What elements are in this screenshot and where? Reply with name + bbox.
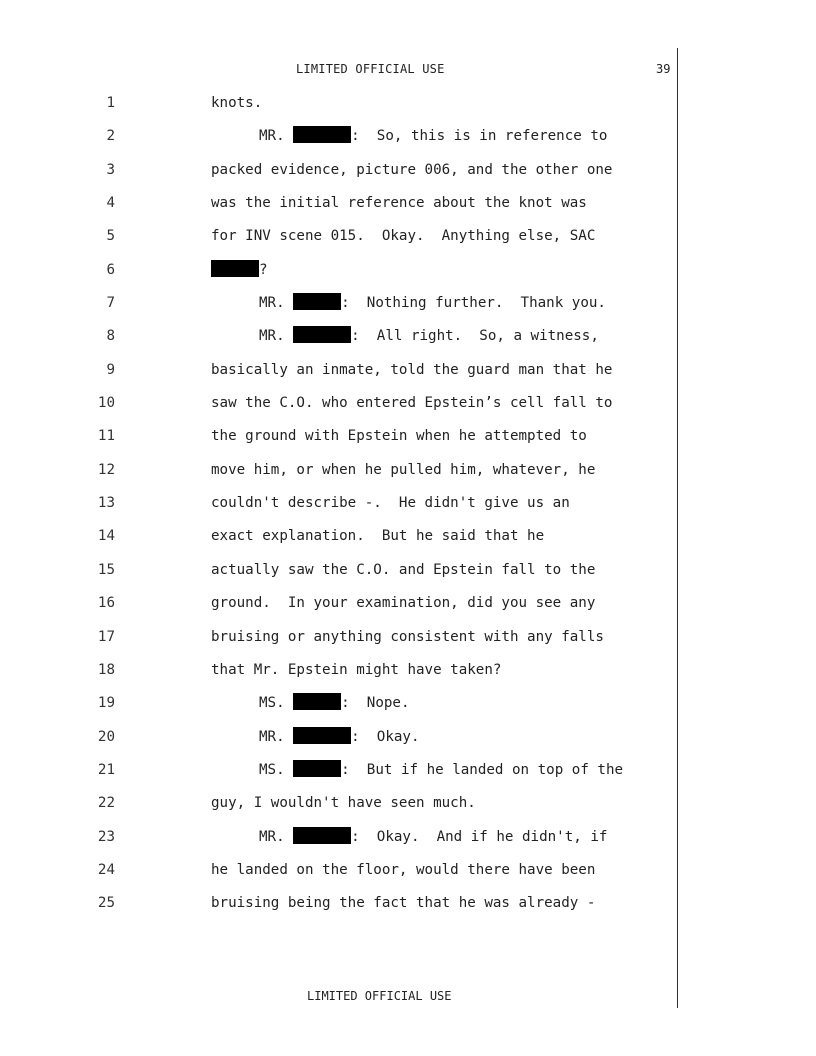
line-text-segment: : Nothing further. Thank you. xyxy=(341,295,606,312)
page-number: 39 xyxy=(656,62,671,76)
line-text xyxy=(259,291,606,315)
line-text xyxy=(211,391,612,415)
transcript-line xyxy=(0,291,680,324)
redaction-block xyxy=(293,126,351,143)
transcript-line xyxy=(0,358,680,391)
line-text-segment: that Mr. Epstein might have taken? xyxy=(211,661,502,678)
line-text-segment: : Nope. xyxy=(341,695,410,712)
line-number: 25 xyxy=(97,895,115,912)
transcript-line xyxy=(0,891,680,924)
line-text xyxy=(211,458,595,482)
line-text-segment: MS. xyxy=(259,761,294,778)
line-text xyxy=(211,258,268,282)
line-number: 4 xyxy=(106,195,115,212)
line-text-segment: MR. xyxy=(259,328,294,345)
line-number: 22 xyxy=(97,795,115,812)
line-text-segment: MR. xyxy=(259,828,294,845)
line-text-segment: the ground with Epstein when he attempted to xyxy=(211,428,587,445)
line-text-segment: packed evidence, picture 006, and the other one xyxy=(211,161,613,178)
line-text xyxy=(211,891,595,915)
redaction-block xyxy=(293,727,351,744)
line-number: 1 xyxy=(106,95,115,111)
transcript-line xyxy=(0,491,680,524)
line-text xyxy=(211,424,587,448)
line-text xyxy=(211,558,595,582)
transcript-line xyxy=(0,825,680,858)
transcript-lines xyxy=(0,91,680,925)
line-text-segment: couldn't describe -. He didn't give us an xyxy=(211,495,570,512)
line-text-segment: knots. xyxy=(211,95,263,111)
line-text-segment: he landed on the floor, would there have been xyxy=(211,861,596,878)
line-number: 3 xyxy=(106,161,115,178)
transcript-line xyxy=(0,725,680,758)
line-text-segment: MS. xyxy=(259,695,294,712)
line-text-segment: exact explanation. But he said that he xyxy=(211,528,545,545)
line-text-segment: : Okay. And if he didn't, if xyxy=(351,828,608,845)
line-number: 2 xyxy=(106,128,115,145)
line-number: 24 xyxy=(97,861,115,878)
line-text xyxy=(259,324,599,348)
line-number: 23 xyxy=(97,828,115,845)
line-number: 14 xyxy=(97,528,115,545)
line-number: 5 xyxy=(106,228,115,245)
line-text xyxy=(211,191,587,215)
redaction-block xyxy=(293,293,341,310)
line-text xyxy=(211,858,595,882)
line-text xyxy=(211,224,595,248)
redaction-block xyxy=(293,326,351,343)
transcript-line xyxy=(0,591,680,624)
transcript-line xyxy=(0,691,680,724)
transcript-line xyxy=(0,324,680,357)
line-text-segment: move him, or when he pulled him, whatever, he xyxy=(211,461,596,478)
line-text-segment: ground. In your examination, did you see any xyxy=(211,595,596,612)
line-number: 20 xyxy=(97,728,115,745)
line-number: 6 xyxy=(106,261,115,278)
line-text xyxy=(211,158,612,182)
line-text-segment: was the initial reference about the knot was xyxy=(211,195,587,212)
redaction-block xyxy=(293,760,341,777)
line-text-segment: MR. xyxy=(259,295,294,312)
line-text-segment: basically an inmate, told the guard man that he xyxy=(211,361,613,378)
transcript-line xyxy=(0,91,680,124)
line-text xyxy=(211,625,604,649)
transcript-line xyxy=(0,758,680,791)
line-text-segment: : Okay. xyxy=(351,728,420,745)
line-text-segment: MR. xyxy=(259,728,294,745)
transcript-line xyxy=(0,458,680,491)
line-text xyxy=(211,524,544,548)
transcript-line xyxy=(0,625,680,658)
redaction-block xyxy=(293,827,351,844)
transcript-line xyxy=(0,424,680,457)
line-text xyxy=(211,91,262,115)
line-text xyxy=(211,591,595,615)
line-text-segment: ? xyxy=(259,261,268,278)
line-number: 11 xyxy=(97,428,115,445)
line-number: 10 xyxy=(97,395,115,412)
line-text xyxy=(211,791,476,815)
line-text xyxy=(259,758,623,782)
line-text-segment: MR. xyxy=(259,128,294,145)
line-text xyxy=(259,124,607,148)
header-classification-label: LIMITED OFFICIAL USE xyxy=(296,62,445,76)
transcript-line xyxy=(0,224,680,257)
line-number: 16 xyxy=(97,595,115,612)
line-text-segment: for INV scene 015. Okay. Anything else, SAC xyxy=(211,228,596,245)
line-text-segment: bruising or anything consistent with any falls xyxy=(211,628,604,645)
transcript-line xyxy=(0,391,680,424)
line-text xyxy=(211,358,612,382)
line-number: 12 xyxy=(97,461,115,478)
line-number: 13 xyxy=(97,495,115,512)
line-number: 17 xyxy=(97,628,115,645)
line-text xyxy=(211,491,570,515)
transcript-line xyxy=(0,124,680,157)
line-number: 19 xyxy=(97,695,115,712)
line-number: 21 xyxy=(97,761,115,778)
line-number: 15 xyxy=(97,561,115,578)
line-text xyxy=(259,825,607,849)
transcript-line xyxy=(0,658,680,691)
line-number: 9 xyxy=(106,361,115,378)
line-text-segment: : All right. So, a witness, xyxy=(351,328,599,345)
line-text-segment: bruising being the fact that he was already - xyxy=(211,895,596,912)
redaction-block xyxy=(293,693,341,710)
line-number: 18 xyxy=(97,661,115,678)
transcript-line xyxy=(0,158,680,191)
line-number: 7 xyxy=(106,295,115,312)
transcript-line xyxy=(0,524,680,557)
transcript-line xyxy=(0,858,680,891)
line-text-segment: actually saw the C.O. and Epstein fall to the xyxy=(211,561,596,578)
transcript-line xyxy=(0,791,680,824)
line-text-segment: guy, I wouldn't have seen much. xyxy=(211,795,476,812)
line-text-segment: : So, this is in reference to xyxy=(351,128,608,145)
line-text xyxy=(259,691,410,715)
line-text-segment: saw the C.O. who entered Epstein’s cell fall to xyxy=(211,395,613,412)
redaction-block xyxy=(211,260,259,277)
transcript-line xyxy=(0,258,680,291)
line-text-segment: : But if he landed on top of the xyxy=(341,761,624,778)
line-text xyxy=(259,725,420,749)
line-number: 8 xyxy=(106,328,115,345)
transcript-line xyxy=(0,558,680,591)
transcript-line xyxy=(0,191,680,224)
footer-classification-label: LIMITED OFFICIAL USE xyxy=(307,989,452,1003)
line-text xyxy=(211,658,501,682)
